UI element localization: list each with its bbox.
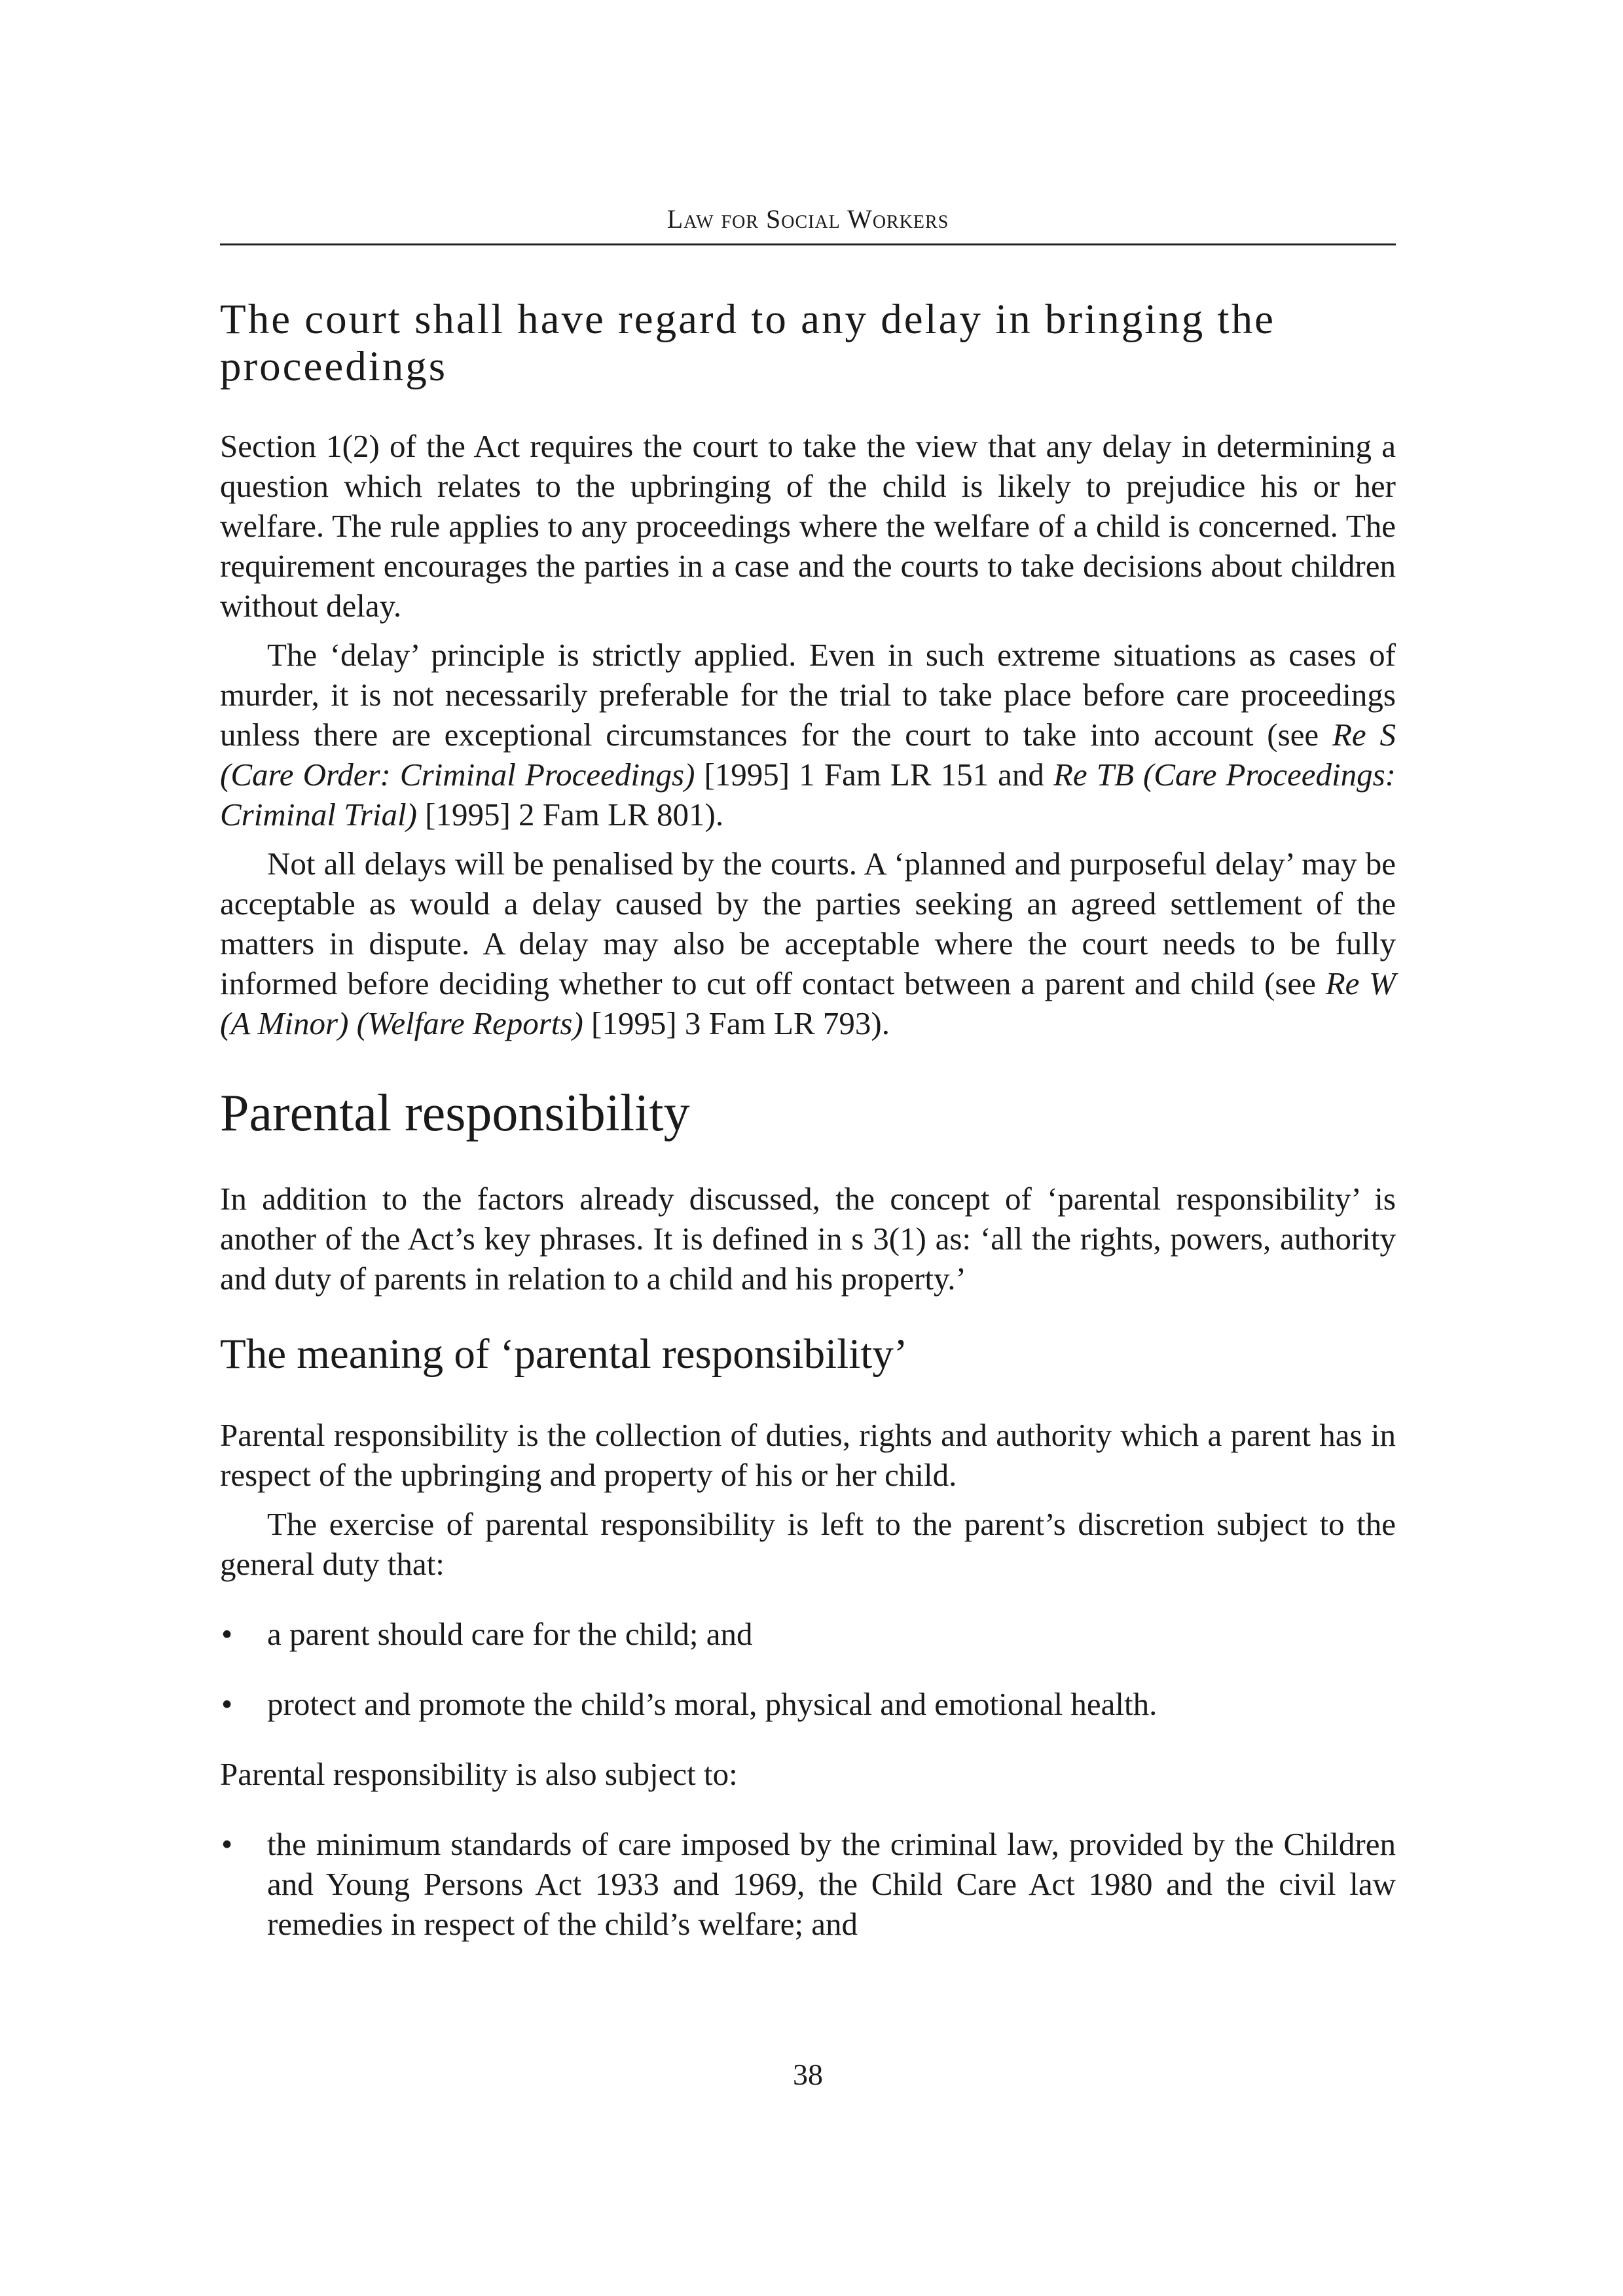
paragraph: Parental responsibility is also subject to: <box>220 1756 738 1792</box>
case-citation: Re S (Care Order: Criminal Proceedings) <box>220 717 1396 793</box>
header-rule <box>220 243 1396 245</box>
bullet-icon: • <box>221 1686 233 1722</box>
paragraph: Section 1(2) of the Act requires the court to take the view that any delay in determining a question which relates to the upbringing of the child is likely to prejudice his or her welfare. The rule applies to any proceedings where the welfare of a child is concerned. The requirement encourages the parties in a case and the courts to take decisions about children without delay. <box>220 428 1396 624</box>
subsection-heading-meaning: The meaning of ‘parental responsibility’ <box>220 1331 908 1378</box>
list-item: • the minimum standards of care imposed by the criminal law, provided by the Children and Young Persons Act 1933 and 1969, the Child Care Act 1980 and the civil law remedies in respect of the child’s welfare; and <box>220 1824 1396 1944</box>
bullet-list-subject-to <box>220 1824 1396 1944</box>
section-heading-delay: The court shall have regard to any delay in bringing the proceedings <box>220 296 1275 390</box>
section-heading-parental-responsibility: Parental responsibility <box>220 1085 690 1142</box>
bullet-icon: • <box>221 1826 233 1862</box>
paragraph: In addition to the factors already discussed, the concept of ‘parental responsibility’ is another of the Act’s key phrases. It is defined in s 3(1) as: ‘all the rights, powers, authority and duty of parents in relation to a child and his property.’ <box>220 1181 1396 1297</box>
bullet-list-general-duty <box>220 1614 1396 1724</box>
case-citation: Re TB (Care Proceedings: Criminal Trial) <box>220 757 1396 833</box>
paragraph: Not all delays will be penalised by the courts. A ‘planned and purposeful delay’ may be acceptable as would a delay caused by the parties seeking an agreed settlement of the matters in dispute. A delay may also be acceptable where the court needs to be fully informed before deciding whether to cut off contact between a parent and child (see Re W (A Minor) (Welfare Reports) [1995] 3 Fam LR 793). <box>220 846 1396 1041</box>
page-body <box>220 281 1396 1944</box>
bullet-icon: • <box>221 1616 233 1652</box>
paragraph: The exercise of parental responsibility is left to the parent’s discretion subject to the general duty that: <box>220 1506 1396 1582</box>
paragraph: The ‘delay’ principle is strictly applied. Even in such extreme situations as cases of murder, it is not necessarily preferable for the trial to take place before care proceedings unless there are exceptional circumstances for the court to take into account (see Re S (Care Order: Criminal Proceedings) [1995] 1 Fam LR 151 and Re TB (Care Proceedings: Criminal Trial) [1995] 2 Fam LR 801). <box>220 637 1396 833</box>
list-item: • a parent should care for the child; and <box>220 1614 1396 1654</box>
paragraph: Parental responsibility is the collection of duties, rights and authority which a parent has in respect of the upbringing and property of his or her child. <box>220 1417 1396 1493</box>
running-head: Law for Social Workers <box>666 204 949 234</box>
case-citation: Re W (A Minor) (Welfare Reports) <box>220 965 1396 1041</box>
list-item: • protect and promote the child’s moral, physical and emotional health. <box>220 1684 1396 1724</box>
page-number: 38 <box>793 2058 823 2091</box>
